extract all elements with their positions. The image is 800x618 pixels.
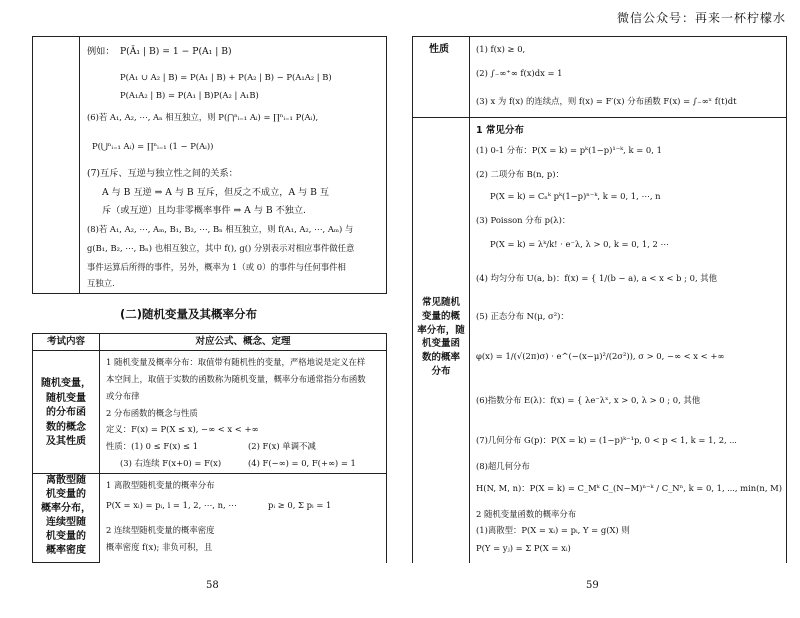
common-line: (1)离散型：P(X = xᵢ) = pᵢ, Y = g(X) 则 [476,525,630,535]
property-content-cell [469,36,787,118]
common-label-line: 常见随机 [421,297,460,308]
row2-line: 1 离散型随机变量的概率分布 [106,480,215,490]
row1-topic-line: 随机变量， [41,378,91,389]
common-content-cell [469,117,787,563]
row1-line: 本空间上，取值于实数的函数称为随机变量，概率分布通常指分布函数 [106,374,366,384]
common-line: (6)指数分布 E(λ)：f(x) = { λe⁻λˣ, x > 0, λ > 0 ; 0, 其他 [476,395,701,405]
property-label: 性质 [429,44,449,55]
common-line: P(X = k) = Cₙᵏ pᵏ(1−p)ⁿ⁻ᵏ, k = 0, 1, ⋯, n [490,191,661,201]
row2-line: pᵢ ≥ 0, Σ pᵢ = 1 [268,500,332,510]
formula-line: P(A₁ ∪ A₂ | B) = P(A₁ | B) + P(A₂ | B) − P(A₁A₂ | B) [120,72,332,82]
relation-line: 斥（或互逆）且均非零概率事件 ⇒ A 与 B 不独立. [102,205,306,216]
row2-topic-line: 概率分布， [41,503,91,514]
row2-line: P(X = xᵢ) = pᵢ, i = 1, 2, ⋯, n, ⋯ [106,500,237,510]
watermark: 微信公众号：再来一杯柠檬水 [616,11,786,25]
common-label-line: 数的概率 [421,352,460,364]
union-line: P(⋃ⁿᵢ₌₁ Aᵢ) = ∏ⁿᵢ₌₁ (1 − P(Aᵢ)) [92,141,214,151]
common-line: P(X = k) = λᵏ/k! · e⁻λ, λ > 0, k = 0, 1, 2 ⋯ [490,239,669,249]
formula-line: P(A₁A₂ | B) = P(A₁ | B)P(A₂ | A₁B) [120,90,259,100]
common-label-line: 变量的概 [421,310,460,322]
common-label-line: 率分布，随 [417,324,465,336]
mutual-independence-line: g(B₁, B₂, ⋯, Bₙ) 也相互独立，其中 f(), g() 分别表示对相应事件做任意 [87,243,355,253]
row2-topic-line: 机变量的 [46,531,86,542]
row1-topic-cell [32,350,100,474]
common-line: (1) 0-1 分布：P(X = k) = pᵏ(1−p)¹⁻ᵏ, k = 0, 1 [476,145,662,155]
row1-topic-line: 的分布函 [46,407,86,418]
common-line: φ(x) = 1/(√(2π)σ) · e^(−(x−μ)²/(2σ²)), σ > 0, −∞ < x < +∞ [476,351,725,361]
row2-topic-cell [32,473,100,563]
common-line: (5) 正态分布 N(μ, σ²)： [476,311,569,321]
row1-line: 或分布律 [106,391,140,401]
mutual-independence-line: 互独立. [87,278,115,288]
relation-line: A 与 B 互逆 ⇒ A 与 B 互斥，但反之不成立，A 与 B 互 [102,187,329,198]
table-header-topic: 考试内容 [32,333,100,351]
common-heading: 1 常见分布 [476,125,524,136]
row1-line: (2) F(x) 单调不减 [248,441,316,451]
left-top-topic-cell [32,36,80,294]
row1-line: 性质：(1) 0 ≤ F(x) ≤ 1 [106,441,199,451]
common-label-line: 机变量函 [421,338,460,350]
row1-line: (4) F(−∞) = 0, F(+∞) = 1 [248,458,356,468]
common-topic-cell [412,117,470,563]
section-title: (二)随机变量及其概率分布 [120,307,258,321]
row2-line: 概率密度 f(x); 非负可积，且 [106,542,213,552]
left-top-content-cell [79,36,387,294]
row2-topic-line: 概率密度 [46,545,86,556]
page-number: 59 [586,580,599,591]
common-line: (3) Poisson 分布 p(λ)： [476,215,571,225]
common-line: P(Y = yⱼ) = Σ P(X = xᵢ) [476,543,571,553]
row1-topic-line: 数的概念 [46,421,86,433]
common-line: (7)几何分布 G(p)：P(X = k) = (1−p)ᵏ⁻¹p, 0 < p < 1, k = 1, 2, ⋯ [476,435,737,445]
row1-topic-line: 随机变量 [46,392,86,404]
common-line: (4) 均匀分布 U(a, b)：f(x) = { 1/(b − a), a < x < b ; 0, 其他 [476,273,718,283]
relation-heading: (7)互斥、互逆与独立性之间的关系： [87,168,238,179]
row1-line: 1 随机变量及概率分布：取值带有随机性的变量，严格地说是定义在样 [106,357,366,367]
independence-line: (6)若 A₁, A₂, ⋯, Aₙ 相互独立，则 P(⋂ⁿᵢ₌₁ Aᵢ) = ∏ⁿᵢ₌₁ P(Aᵢ), [87,112,319,122]
row2-content-cell [99,473,387,563]
page-number: 58 [206,580,219,591]
property-line: (3) x 为 f(x) 的连续点，则 f(x) = F′(x) 分布函数 F(x) = ∫₋∞ˣ f(t)dt [476,96,737,106]
property-topic-cell [412,36,470,118]
mutual-independence-line: (8)若 A₁, A₂, ⋯, Aₘ, B₁, B₂, ⋯, Bₙ 相互独立，则 f(A₁, A₂, ⋯, Aₘ) 与 [87,224,354,234]
row1-line: (3) 右连续 F(x+0) = F(x) [120,458,222,468]
right-page [400,0,800,618]
row1-line: 2 分布函数的概念与性质 [106,408,198,418]
common-line: H(N, M, n)：P(X = k) = C_Mᵏ C_(N−M)ⁿ⁻ᵏ / C_Nⁿ, k = 0, 1, ⋯, min(n, M) [476,483,782,493]
common-line: (8)超几何分布 [476,461,530,471]
row2-topic-line: 离散型随 [46,475,86,486]
row1-topic-line: 及其性质 [46,436,86,447]
mutual-independence-line: 事件运算后所得的事件，另外，概率为 1（或 0）的事件与任何事件相 [87,262,346,272]
row2-topic-line: 机变量的 [46,489,86,500]
property-line: (2) ∫₋∞⁺∞ f(x)dx = 1 [476,68,563,78]
example-label: 例如： [87,46,115,57]
formula-line: P(Ā₁ | B) = 1 − P(A₁ | B) [120,46,232,57]
property-line: (1) f(x) ≥ 0, [476,44,526,54]
common-label-line: 分布 [431,365,451,377]
table-header-content: 对应公式、概念、定理 [99,333,387,351]
row2-line: 2 连续型随机变量的概率密度 [106,525,215,535]
row1-content-cell [99,350,387,474]
common-line: 2 随机变量函数的概率分布 [476,509,577,519]
row2-topic-line: 连续型随 [46,517,86,528]
row1-line: 定义：F(x) = P(X ≤ x), −∞ < x < +∞ [106,424,259,434]
common-line: (2) 二项分布 B(n, p)： [476,169,564,179]
